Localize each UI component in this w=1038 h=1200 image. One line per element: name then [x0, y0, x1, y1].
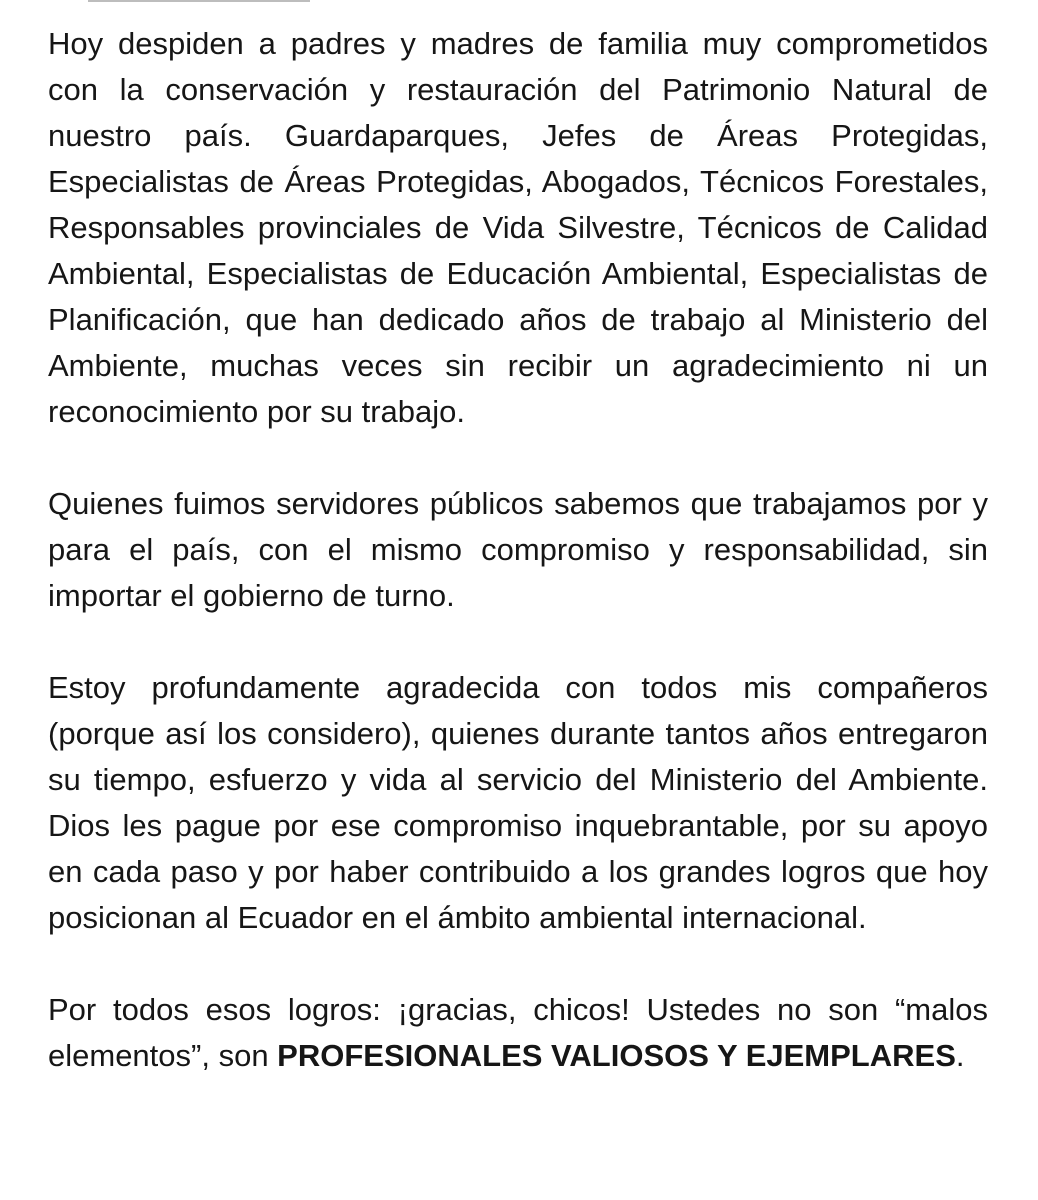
closing-period: . [955, 1038, 965, 1073]
closing-text: Por todos esos logros: ¡gracias, chicos! Ustedes no son “malos elementos”, son [48, 992, 988, 1073]
paragraph-public-servants: Quienes fuimos servidores públicos sabemos que trabajamos por y para el país, con el mismo compromiso y responsabilidad, sin importar el gobierno de turno. [48, 486, 988, 613]
paragraph-closing [48, 987, 988, 1079]
paragraph-tribute: Hoy despiden a padres y madres de familia muy comprometidos con la conservación y restauración del Patrimonio Natural de nuestro país. Guardaparques, Jefes de Áreas Protegidas, Especialistas de Áreas Protegidas, Abogados, Técnicos Forestales, Responsables provinciales de Vida Silvestre, Técnicos de Calidad Ambiental, Especialistas de Educación Ambiental, Especialistas de Planificación, que han dedicado años de trabajo al Ministerio del Ambiente, muchas veces sin recibir un agradecimiento ni un reconocimiento por su trabajo. [48, 26, 988, 429]
document-body [48, 21, 988, 1079]
top-divider [88, 0, 310, 2]
closing-emphasis: PROFESIONALES VALIOSOS Y EJEMPLARES [277, 1038, 956, 1073]
paragraph-gratitude: Estoy profundamente agradecida con todos mis compañeros (porque así los considero), quienes durante tantos años entregaron su tiempo, esfuerzo y vida al servicio del Ministerio del Ambiente. Dios les pague por ese compromiso inquebrantable, por su apoyo en cada paso y por haber contribuido a los grandes logros que hoy posicionan al Ecuador en el ámbito ambiental internacional. [48, 670, 988, 935]
